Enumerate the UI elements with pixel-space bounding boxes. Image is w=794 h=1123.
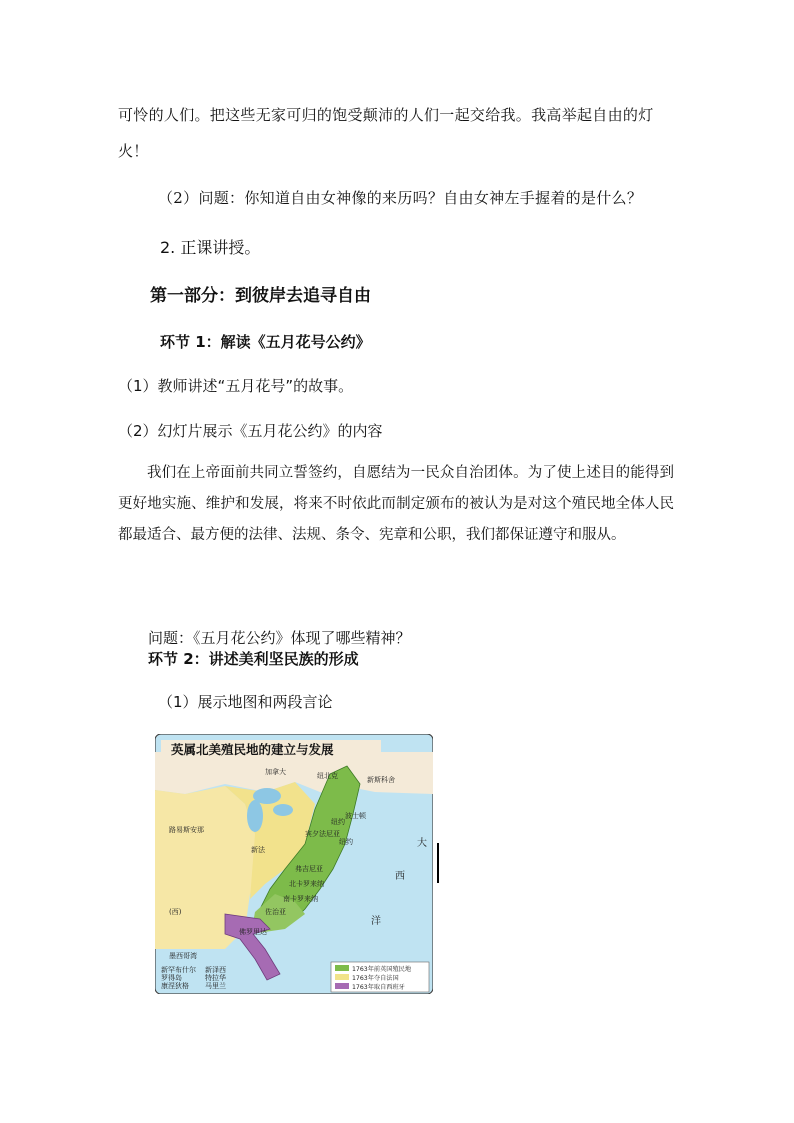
link-1-title: 环节 1：解读《五月花号公约》 xyxy=(160,333,371,351)
label-d1: 新罕布什尔 xyxy=(161,966,196,974)
label-nyc: 纽约 xyxy=(339,838,353,846)
label-new-france: 新法 xyxy=(251,846,265,854)
label-d5: 特拉华 xyxy=(205,974,226,982)
label-nova-scotia: 新斯科舍 xyxy=(367,776,395,784)
label-newfoundland: 纽北克 xyxy=(317,772,338,780)
label-ocean-3: 洋 xyxy=(371,916,381,927)
legend-swatch-spanish xyxy=(335,983,349,989)
legend-swatch-british xyxy=(335,965,349,971)
great-lake-3 xyxy=(273,804,293,816)
colonies-map xyxy=(155,734,433,994)
label-louisiana: 路易斯安那 xyxy=(169,826,204,834)
label-ocean-2: 西 xyxy=(395,871,405,882)
great-lake-2 xyxy=(247,800,263,832)
label-d3: 康涅狄格 xyxy=(161,982,189,990)
label-penn: 宾夕法尼亚 xyxy=(305,830,340,838)
label-sc: 南卡罗来纳 xyxy=(283,895,318,903)
label-d4: 新泽西 xyxy=(205,966,226,974)
label-canada: 加拿大 xyxy=(265,768,286,776)
legend-swatch-french xyxy=(335,974,349,980)
map-edge-mark xyxy=(437,843,439,883)
map-title: 英属北美殖民地的建立与发展 xyxy=(171,742,334,757)
label-d2: 罗得岛 xyxy=(161,974,182,982)
label-georgia: 佐治亚 xyxy=(265,908,286,916)
label-florida: 佛罗里达 xyxy=(239,928,267,936)
label-nc: 北卡罗来纳 xyxy=(289,880,324,888)
link-1-item-2: （2）幻灯片展示《五月花公约》的内容 xyxy=(118,422,383,440)
intro-question: （2）问题：你知道自由女神像的来历吗？自由女神左手握着的是什么？ xyxy=(158,189,643,207)
section-2-heading: 2. 正课讲授。 xyxy=(160,238,261,257)
label-d6: 马里兰 xyxy=(205,982,226,990)
link-1-question: 问题：《五月花公约》体现了哪些精神？ xyxy=(148,629,411,647)
label-ocean-1: 大 xyxy=(417,838,427,849)
label-boston: 波士顿 xyxy=(345,812,366,820)
map-legend xyxy=(331,962,429,992)
intro-line-2: 火！ xyxy=(118,142,149,160)
intro-line-1: 可怜的人们。把这些无家可归的饱受颠沛的人们一起交给我。我高举起自由的灯 xyxy=(118,106,654,124)
link-1-item-1: （1）教师讲述“五月花号”的故事。 xyxy=(118,377,354,395)
link-2-title: 环节 2：讲述美利坚民族的形成 xyxy=(148,650,359,668)
part-1-heading: 第一部分：到彼岸去追寻自由 xyxy=(150,286,371,306)
link-2-item-1: （1）展示地图和两段言论 xyxy=(158,693,333,711)
legend-label-french: 1763年夺自法国 xyxy=(352,975,399,982)
label-virginia: 弗吉尼亚 xyxy=(295,865,323,873)
mayflower-quote: 我们在上帝面前共同立誓签约，自愿结为一民众自治团体。为了使上述目的能得到更好地实施、维护和发展，将来不时依此而制定颁布的被认为是对这个殖民地全体人民都最适合、最方便的法律、法规、条令、宪章和公职，我们都保证遵守和服从。 xyxy=(118,465,674,543)
legend-label-spanish: 1763年取自西班牙 xyxy=(352,984,405,991)
label-gulf: 墨西哥湾 xyxy=(169,952,197,960)
legend-label-british: 1763年前英国殖民地 xyxy=(352,966,412,973)
label-ny: 纽约 xyxy=(331,818,345,826)
label-louisiana-west: (西) xyxy=(169,908,182,916)
